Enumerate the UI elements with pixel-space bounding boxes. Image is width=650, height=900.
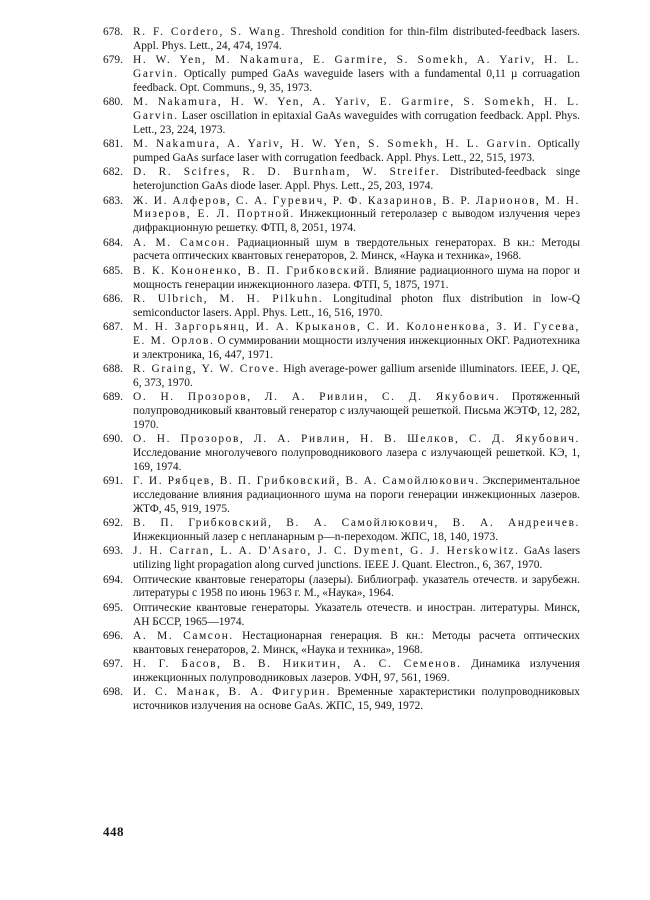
reference-entry xyxy=(103,265,580,293)
reference-entry xyxy=(103,391,580,432)
reference-authors: Ж. И. Алферов, С. А. Гуревич, Р. Ф. Казаринов, В. Р. Ларионов, М. Н. Мизеров, Е. Л. Портной. xyxy=(133,194,580,221)
reference-number: 691. xyxy=(103,475,123,488)
reference-title: Влияние радиационного шума на порог и мощность генерации инжекционного лазера. ФТП, 5, 1875, 1971. xyxy=(133,264,581,291)
reference-title: Distributed-feedback singe heterojunction GaAs diode laser. Appl. Phys. Lett., 25, 203, 1974. xyxy=(133,166,581,193)
reference-authors: М. Н. Заргорьянц, И. А. Крыканов, С. И. Колоненкова, З. И. Гусева, Е. М. Орлов. xyxy=(133,321,580,347)
reference-authors: О. Н. Прозоров, Л. А. Ривлин, Н. В. Шелков, С. Д. Якубович. xyxy=(133,433,580,446)
reference-entry xyxy=(103,54,580,95)
reference-authors: О. Н. Прозоров, Л. А. Ривлин, С. Д. Якубович. xyxy=(133,391,501,404)
reference-title: О суммировании мощности излучения инжекционных ОКГ. Радиотехника и электроника, 16, 447, 1971. xyxy=(133,334,580,361)
reference-entry xyxy=(103,166,580,194)
reference-text xyxy=(133,195,580,236)
reference-number: 678. xyxy=(103,26,123,38)
reference-entry xyxy=(103,602,580,630)
reference-entry xyxy=(103,517,580,545)
reference-number: 690. xyxy=(103,433,123,446)
reference-authors: D. R. Scifres, R. D. Burnham, W. Streifer. xyxy=(133,166,441,179)
reference-title: Оптические квантовые генераторы (лазеры). Библиограф. указатель отечеств. и зарубежн. литературы с 1958 по июнь 1963 г. М., «Наука», 1964. xyxy=(133,573,580,600)
reference-authors: R. Ulbrich, M. H. Pilkuhn. xyxy=(133,292,324,305)
reference-title: Longitudinal photon flux distribution in low-Q semiconductor lasers. Appl. Phys. Lett., 16, 516, 1970. xyxy=(133,292,581,319)
reference-text xyxy=(133,475,580,516)
reference-text xyxy=(133,630,580,658)
reference-entry xyxy=(103,630,580,658)
reference-number: 682. xyxy=(103,166,123,179)
reference-entry xyxy=(103,363,580,391)
reference-text xyxy=(133,321,580,362)
reference-number: 689. xyxy=(103,391,123,404)
reference-number: 687. xyxy=(103,321,123,334)
reference-entry xyxy=(103,26,580,54)
reference-number: 685. xyxy=(103,264,123,277)
reference-title: GaAs lasers utilizing light propagation along curved junctions. IEEE J. Quant. Electron., 6, 367, 1970. xyxy=(133,545,581,572)
reference-entry xyxy=(103,658,580,686)
reference-text xyxy=(133,602,580,630)
page-number: 448 xyxy=(103,824,124,839)
reference-number: 686. xyxy=(103,292,123,305)
reference-number: 694. xyxy=(103,573,123,586)
reference-authors: J. H. Carran, L. A. D'Asaro, J. C. Dyment, G. J. Herskowitz. xyxy=(133,545,520,558)
reference-title: Динамика излучения инжекционных полупроводниковых лазеров. УФН, 97, 561, 1969. xyxy=(133,658,580,684)
reference-authors: В. К. Кононенко, В. П. Грибковский. xyxy=(133,264,371,277)
reference-text xyxy=(133,433,580,474)
reference-text xyxy=(133,363,580,391)
reference-authors: В. П. Грибковский, В. А. Самойлюкович, В. А. Андреичев. xyxy=(133,517,580,530)
reference-text xyxy=(133,293,580,321)
reference-text xyxy=(133,391,580,432)
reference-title: High average-power gallium arsenide illuminators. IEEE, J. QE, 6, 373, 1970. xyxy=(133,363,580,389)
reference-title: Оптические квантовые генераторы. Указатель отечеств. и иностран. литературы. Минск, АН БССР, 1965—1974. xyxy=(133,601,580,628)
reference-text xyxy=(133,545,580,573)
reference-text xyxy=(133,96,580,137)
reference-text xyxy=(133,237,580,265)
reference-entry xyxy=(103,574,580,602)
reference-number: 698. xyxy=(103,686,123,699)
reference-title: Протяженный полупроводниковый квантовый генератор с излучающей решеткой. Письма ЖЭТФ, 12, 282, 1970. xyxy=(133,391,581,431)
reference-text xyxy=(133,166,580,194)
reference-entry xyxy=(103,686,580,714)
reference-number: 692. xyxy=(103,517,123,530)
reference-title: Исследование многолучевого полупроводникового лазера с излучающей решеткой. КЭ, 1, 169, 1974. xyxy=(133,447,580,473)
reference-text xyxy=(133,574,580,602)
reference-number: 679. xyxy=(103,54,123,67)
reference-text xyxy=(133,686,580,714)
reference-entry xyxy=(103,237,580,265)
reference-number: 697. xyxy=(103,658,123,671)
reference-authors: Н. Г. Басов, В. В. Никитин, А. С. Семенов. xyxy=(133,658,462,671)
reference-text xyxy=(133,517,580,545)
reference-number: 696. xyxy=(103,629,123,642)
reference-number: 681. xyxy=(103,138,123,151)
reference-number: 683. xyxy=(103,194,123,207)
reference-number: 688. xyxy=(103,363,123,376)
reference-text xyxy=(133,138,580,166)
reference-authors: M. Nakamura, H. W. Yen, A. Yariv, E. Garmire, S. Somekh, H. L. Garvin. xyxy=(133,96,580,122)
reference-entry xyxy=(103,195,580,236)
reference-title: Laser oscillation in epitaxial GaAs waveguides with corrugation feedback. Appl. Phys. Lett., 23, 224, 1973. xyxy=(133,109,580,136)
reference-title: Optically pumped GaAs surface laser with corrugation feedback. Appl. Phys. Lett., 22, 515, 1973. xyxy=(133,138,580,164)
reference-text xyxy=(133,265,580,293)
reference-title: Threshold condition for thin-film distributed-feedback lasers. Appl. Phys. Lett., 24, 474, 1974. xyxy=(133,26,580,52)
reference-authors: Г. И. Рябцев, В. П. Грибковский, В. А. Самойлюкович. xyxy=(133,475,480,488)
reference-entry xyxy=(103,545,580,573)
reference-authors: R. F. Cordero, S. Wang. xyxy=(133,26,286,38)
reference-entry xyxy=(103,321,580,362)
reference-number: 680. xyxy=(103,96,123,109)
reference-title: Нестационарная генерация. В кн.: Методы расчета оптических квантовых генераторов, 2. Минск, «Наука и техника», 1968. xyxy=(133,629,580,656)
reference-number: 693. xyxy=(103,545,123,558)
reference-title: Инжекционный лазер с непланарным p—n-переходом. ЖПС, 18, 140, 1973. xyxy=(133,531,499,543)
reference-text xyxy=(133,26,580,54)
reference-authors: H. W. Yen, M. Nakamura, E. Garmire, S. Somekh, A. Yariv, H. L. Garvin. xyxy=(133,54,580,80)
reference-text xyxy=(133,54,580,95)
reference-number: 684. xyxy=(103,236,123,249)
reference-title: Optically pumped GaAs waveguide lasers with a fundamental 0,11 µ corruagation feedback. Opt. Communs., 9, 35, 1973. xyxy=(133,67,580,94)
reference-text xyxy=(133,658,580,686)
reference-entry xyxy=(103,475,580,516)
reference-list xyxy=(103,26,580,715)
reference-title: Экспериментальное исследование влияния радиационного шума на пороги генерации инжекционных лазеров. ЖТФ, 45, 919, 1975. xyxy=(133,475,580,515)
reference-entry xyxy=(103,433,580,474)
reference-number: 695. xyxy=(103,601,123,614)
reference-entry xyxy=(103,293,580,321)
reference-entry xyxy=(103,138,580,166)
reference-title: Радиационный шум в твердотельных генераторах. В кн.: Методы расчета оптических квантовых генераторов, 2. Минск, «Наука и техника», 1968. xyxy=(133,236,580,263)
reference-entry xyxy=(103,96,580,137)
reference-authors: А. М. Самсон. xyxy=(133,236,231,249)
reference-title: Инжекционный гетеролазер с выводом излучения через дифракционную решетку. ФТП, 8, 2051, 1974. xyxy=(133,208,580,235)
reference-title: Временные характеристики полупроводниковых источников излучения на основе GaAs. ЖПС, 15, 949, 1972. xyxy=(133,686,580,713)
reference-authors: И. С. Манак, В. А. Фигурин. xyxy=(133,686,332,699)
reference-authors: R. Graing, Y. W. Crove. xyxy=(133,363,280,376)
reference-authors: M. Nakamura, A. Yariv, H. W. Yen, S. Somekh, H. L. Garvin. xyxy=(133,138,533,151)
reference-authors: А. М. Самсон. xyxy=(133,629,234,642)
